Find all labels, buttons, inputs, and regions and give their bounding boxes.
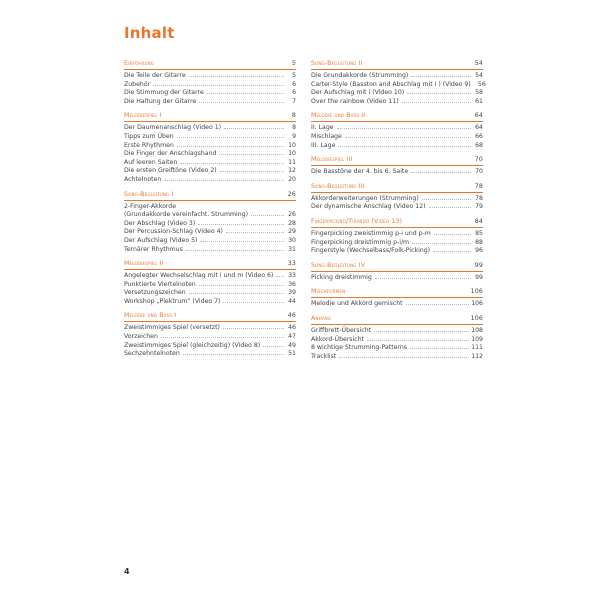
section-page-number: 8 bbox=[291, 112, 296, 120]
entry-page-number: 78 bbox=[475, 194, 483, 202]
dot-leader bbox=[406, 304, 470, 305]
entry-title: Akkorderweiterungen (Strumming) bbox=[311, 194, 419, 202]
toc-section bbox=[311, 262, 483, 283]
toc-entry[interactable] bbox=[311, 274, 483, 283]
toc-entry[interactable] bbox=[311, 195, 483, 204]
section-page-number: 26 bbox=[287, 190, 296, 198]
entry-page-number: 36 bbox=[288, 280, 296, 288]
toc-entry[interactable] bbox=[124, 167, 296, 176]
section-heading[interactable] bbox=[311, 262, 483, 272]
toc-section bbox=[311, 183, 483, 212]
section-heading[interactable] bbox=[124, 312, 296, 322]
dot-leader bbox=[374, 331, 469, 332]
section-page-number: 106 bbox=[470, 288, 483, 296]
toc-section bbox=[124, 60, 296, 106]
toc-section bbox=[311, 60, 486, 106]
toc-entry[interactable] bbox=[311, 80, 486, 90]
toc-entry[interactable] bbox=[124, 133, 296, 142]
entry-page-number: 88 bbox=[475, 238, 483, 246]
section-heading-text: Melodiespiel II bbox=[124, 260, 164, 268]
entry-title: Die ersten Greiftöne (Video 2) bbox=[124, 167, 217, 175]
section-page-number: 106 bbox=[470, 314, 483, 322]
entry-title: Der Percussion-Schlag (Video 4) bbox=[124, 228, 223, 236]
entry-title: Versetzungszeichen bbox=[124, 289, 186, 297]
entry-page-number: 49 bbox=[288, 341, 296, 349]
entry-page-number: 31 bbox=[288, 245, 296, 253]
dot-leader bbox=[263, 346, 284, 347]
entry-page-number: 33 bbox=[288, 272, 296, 280]
entry-title: Workshop „Plektrum“ (Video 7) bbox=[124, 297, 221, 305]
dot-leader bbox=[339, 357, 469, 358]
page-title: Inhalt bbox=[124, 24, 175, 42]
toc-entry[interactable] bbox=[124, 342, 296, 351]
entry-page-number: 58 bbox=[475, 89, 483, 97]
section-page-number: 70 bbox=[474, 156, 483, 164]
entry-page-number: 112 bbox=[471, 352, 483, 360]
toc-entry[interactable] bbox=[311, 89, 483, 98]
dot-leader bbox=[200, 241, 284, 242]
section-heading[interactable] bbox=[124, 112, 296, 122]
entry-title: Ternärer Rhythmus bbox=[124, 245, 183, 253]
toc-entry[interactable] bbox=[124, 159, 296, 168]
entry-title: (Grundakkorde vereinfacht, Strumming) bbox=[124, 211, 249, 219]
section-page-number: 64 bbox=[474, 112, 483, 120]
entry-page-number: 10 bbox=[288, 150, 296, 158]
toc-entry[interactable] bbox=[311, 239, 483, 248]
entry-page-number: 68 bbox=[475, 141, 483, 149]
dot-leader bbox=[251, 215, 284, 216]
entry-page-number: 111 bbox=[471, 344, 483, 352]
section-heading-text: Melodie und Bass II bbox=[311, 112, 366, 120]
section-heading-text: Mischformen bbox=[311, 288, 346, 296]
dot-leader bbox=[207, 93, 284, 94]
dot-leader bbox=[199, 285, 284, 286]
dot-leader bbox=[186, 250, 284, 251]
entry-title: Sechzehntelnoten bbox=[124, 350, 180, 358]
entry-title: 2-Finger-Akkorde bbox=[124, 202, 177, 210]
dot-leader bbox=[375, 278, 471, 279]
dot-leader bbox=[223, 328, 284, 329]
entry-title: Vorzeichen bbox=[124, 333, 158, 341]
dot-leader bbox=[338, 146, 471, 147]
page-number: 4 bbox=[124, 567, 130, 576]
entry-page-number: 54 bbox=[475, 72, 483, 79]
toc-section bbox=[311, 218, 483, 256]
toc-entry[interactable] bbox=[311, 98, 483, 107]
toc-entry[interactable] bbox=[124, 150, 296, 159]
toc-entry[interactable] bbox=[311, 353, 483, 362]
toc-entry[interactable] bbox=[124, 220, 296, 229]
toc-section bbox=[124, 112, 296, 184]
section-heading[interactable] bbox=[124, 60, 296, 70]
entry-title: Der Abschlag (Video 3) bbox=[124, 219, 196, 227]
section-heading[interactable] bbox=[124, 260, 296, 270]
entry-page-number: 106 bbox=[471, 300, 483, 308]
section-heading-text: Song-Begleitung I bbox=[124, 190, 174, 198]
toc-entry[interactable] bbox=[311, 336, 483, 345]
entry-page-number: 109 bbox=[471, 335, 483, 343]
entry-page-number: 30 bbox=[288, 236, 296, 244]
dot-leader bbox=[411, 76, 471, 77]
dot-leader bbox=[407, 93, 471, 94]
entry-title: Der Daumenanschlag (Video 1) bbox=[124, 124, 222, 132]
toc-section bbox=[311, 288, 483, 309]
entry-title: Griffbrett-Übersicht bbox=[311, 326, 372, 334]
entry-title: Carter-Style (Basston and Abschlag mit i ) (Video 9) bbox=[311, 80, 471, 88]
toc-entry[interactable] bbox=[124, 211, 296, 220]
dot-leader bbox=[367, 340, 469, 341]
entry-title: Tracklist bbox=[311, 352, 337, 360]
section-heading[interactable] bbox=[311, 183, 483, 193]
toc-section bbox=[311, 156, 483, 177]
entry-page-number: 39 bbox=[288, 289, 296, 297]
entry-title: Fingerpicking dreistimmig p-i/m bbox=[311, 238, 410, 246]
entry-page-number: 9 bbox=[292, 132, 296, 140]
entry-page-number: 8 bbox=[292, 124, 296, 132]
entry-title: Achtelnoten bbox=[124, 175, 162, 183]
entry-page-number: 28 bbox=[288, 219, 296, 227]
toc-entry[interactable] bbox=[124, 246, 296, 255]
section-heading-text: Melodie und Bass I bbox=[124, 312, 177, 320]
dot-leader bbox=[177, 137, 284, 138]
entry-title: 8 wichtige Strumming-Patterns bbox=[311, 344, 408, 352]
section-heading-text: Anhang bbox=[311, 314, 332, 322]
section-heading[interactable] bbox=[311, 218, 483, 228]
entry-title: Melodie und Akkord gemischt bbox=[311, 300, 403, 308]
toc-section bbox=[311, 112, 483, 150]
toc-entry[interactable] bbox=[124, 298, 296, 307]
section-page-number: 99 bbox=[474, 261, 483, 269]
entry-page-number: 108 bbox=[471, 326, 483, 334]
toc-entry[interactable] bbox=[124, 350, 296, 359]
toc-entry[interactable] bbox=[311, 247, 483, 256]
entry-title: Die Stimmung der Gitarre bbox=[124, 89, 204, 97]
dot-leader bbox=[189, 293, 284, 294]
section-heading[interactable] bbox=[311, 315, 483, 325]
entry-page-number: 20 bbox=[288, 175, 296, 183]
section-heading-text: Fingerpicking/Tirando (Video 13) bbox=[311, 217, 403, 225]
toc-entry[interactable] bbox=[124, 324, 296, 333]
entry-title: III. Lage bbox=[311, 141, 336, 149]
section-page-number: 54 bbox=[474, 60, 483, 67]
entry-page-number: 29 bbox=[288, 228, 296, 236]
dot-leader bbox=[412, 243, 471, 244]
toc-left-column bbox=[124, 60, 296, 365]
dot-leader bbox=[226, 232, 284, 233]
entry-page-number: 10 bbox=[288, 141, 296, 149]
entry-title: Der dynamische Anschlag (Video 12) bbox=[311, 203, 426, 211]
section-heading-text: Song-Begleitung II bbox=[311, 60, 363, 67]
toc-entry[interactable] bbox=[124, 72, 296, 81]
entry-title: Die Teile der Gitarre bbox=[124, 72, 186, 79]
toc-entry[interactable] bbox=[311, 168, 483, 177]
dot-leader bbox=[433, 251, 471, 252]
entry-page-number: 7 bbox=[292, 97, 296, 105]
section-page-number: 33 bbox=[287, 260, 296, 268]
dot-leader bbox=[199, 102, 284, 103]
section-heading[interactable] bbox=[311, 60, 483, 70]
dot-leader bbox=[276, 276, 284, 277]
section-page-number: 84 bbox=[474, 217, 483, 225]
entry-title: Zweistimmiges Spiel (versetzt) bbox=[124, 324, 220, 332]
entry-title: Zubehör bbox=[124, 80, 151, 88]
dot-leader bbox=[224, 128, 284, 129]
entry-title: Der Aufschlag mit i (Video 10) bbox=[311, 89, 405, 97]
toc-entry[interactable] bbox=[124, 228, 296, 237]
dot-leader bbox=[164, 180, 284, 181]
entry-page-number: 12 bbox=[288, 167, 296, 175]
toc-entry[interactable] bbox=[124, 142, 296, 151]
dot-leader bbox=[198, 224, 284, 225]
toc-entry[interactable] bbox=[311, 230, 483, 239]
section-heading[interactable] bbox=[311, 112, 483, 122]
dot-leader bbox=[345, 137, 471, 138]
section-heading[interactable] bbox=[124, 191, 296, 201]
dot-leader bbox=[219, 154, 284, 155]
entry-title: II. Lage bbox=[311, 124, 334, 132]
entry-page-number: 56 bbox=[477, 80, 486, 88]
section-heading-text: Einführung bbox=[124, 60, 155, 67]
entry-page-number: 96 bbox=[475, 247, 483, 255]
dot-leader bbox=[223, 302, 284, 303]
toc-section bbox=[124, 191, 296, 255]
entry-title: Die Haltung der Gitarre bbox=[124, 97, 197, 105]
entry-title: Die Finger der Anschlagshand bbox=[124, 150, 217, 158]
entry-page-number: 70 bbox=[475, 168, 483, 176]
toc-entry[interactable] bbox=[311, 72, 483, 81]
entry-title: Angelegter Wechselschlag mit i und m (Video 6) bbox=[124, 272, 274, 280]
dot-leader bbox=[161, 337, 284, 338]
entry-page-number: 61 bbox=[475, 97, 483, 105]
dot-leader bbox=[434, 234, 471, 235]
toc-entry[interactable] bbox=[311, 300, 483, 309]
section-heading-text: Song-Begleitung IV bbox=[311, 261, 366, 269]
entry-page-number: 44 bbox=[288, 297, 296, 305]
entry-page-number: 47 bbox=[288, 333, 296, 341]
entry-title: Zweistimmiges Spiel (gleichzeitig) (Video 8) bbox=[124, 341, 261, 349]
section-heading[interactable] bbox=[311, 288, 483, 298]
section-heading-text: Melodiespiel I bbox=[124, 112, 162, 120]
entry-page-number: 64 bbox=[475, 124, 483, 132]
toc-entry[interactable] bbox=[124, 281, 296, 290]
entry-page-number: 6 bbox=[292, 89, 296, 97]
section-page-number: 5 bbox=[291, 60, 296, 67]
section-heading-text: Melodiespiel III bbox=[311, 156, 353, 164]
entry-title: Fingerstyle (Wechselbass/Folk-Picking) bbox=[311, 247, 431, 255]
entry-title: Over the rainbow (Video 11) bbox=[311, 97, 399, 105]
toc-entry[interactable] bbox=[124, 289, 296, 298]
entry-page-number: 6 bbox=[292, 80, 296, 88]
toc-entry[interactable] bbox=[124, 89, 296, 98]
dot-leader bbox=[411, 172, 471, 173]
toc-entry[interactable] bbox=[124, 333, 296, 342]
toc-entry[interactable] bbox=[124, 176, 296, 185]
toc-entry[interactable] bbox=[311, 203, 483, 212]
entry-page-number: 85 bbox=[475, 229, 483, 237]
toc-entry[interactable] bbox=[311, 124, 483, 133]
toc-entry[interactable] bbox=[124, 98, 296, 107]
toc-entry[interactable] bbox=[124, 237, 296, 246]
dot-leader bbox=[177, 146, 284, 147]
entry-title: Picking dreistimmig bbox=[311, 273, 372, 281]
dot-leader bbox=[410, 348, 469, 349]
entry-title: Die Basstöne der 4. bis 6. Saite bbox=[311, 168, 409, 176]
section-heading-text: Song-Begleitung III bbox=[311, 182, 365, 190]
entry-title: Akkord-Übersicht bbox=[311, 335, 365, 343]
section-heading[interactable] bbox=[311, 156, 483, 166]
entry-page-number: 5 bbox=[292, 72, 296, 79]
entry-page-number: 66 bbox=[475, 132, 483, 140]
section-page-number: 46 bbox=[287, 312, 296, 320]
entry-title: Fingerpicking zweistimmig p-i und p-m bbox=[311, 229, 431, 237]
toc-entry[interactable] bbox=[124, 203, 296, 212]
entry-title: Punktierte Viertelnoten bbox=[124, 280, 196, 288]
toc-section bbox=[311, 315, 483, 361]
entry-page-number: 51 bbox=[288, 350, 296, 358]
entry-title: Die Grundakkorde (Strumming) bbox=[311, 72, 409, 79]
toc-entry[interactable] bbox=[124, 272, 296, 281]
toc-right-column bbox=[311, 60, 486, 367]
entry-title: Tipps zum Üben bbox=[124, 132, 174, 140]
entry-page-number: 79 bbox=[475, 203, 483, 211]
dot-leader bbox=[220, 171, 284, 172]
dot-leader bbox=[337, 128, 471, 129]
dot-leader bbox=[402, 102, 471, 103]
dot-leader bbox=[153, 85, 284, 86]
toc-section bbox=[124, 312, 296, 358]
dot-leader bbox=[422, 199, 471, 200]
toc-entry[interactable] bbox=[311, 142, 483, 151]
entry-page-number: 99 bbox=[475, 273, 483, 281]
entry-title: Mischlage bbox=[311, 132, 342, 140]
entry-page-number: 26 bbox=[288, 211, 296, 219]
dot-leader bbox=[189, 76, 284, 77]
entry-page-number: 11 bbox=[288, 158, 296, 166]
toc-entry[interactable] bbox=[311, 344, 483, 353]
entry-page-number: 46 bbox=[288, 324, 296, 332]
toc-entry[interactable] bbox=[311, 133, 483, 142]
toc-entry[interactable] bbox=[124, 81, 296, 90]
entry-title: Auf leeren Saiten bbox=[124, 158, 178, 166]
entry-title: Der Aufschlag (Video 5) bbox=[124, 236, 198, 244]
dot-leader bbox=[183, 354, 284, 355]
toc-entry[interactable] bbox=[124, 124, 296, 133]
toc-section bbox=[124, 260, 296, 306]
toc-entry[interactable] bbox=[311, 327, 483, 336]
section-page-number: 78 bbox=[474, 182, 483, 190]
entry-title: Erste Rhythmen bbox=[124, 141, 174, 149]
dot-leader bbox=[429, 207, 471, 208]
dot-leader bbox=[180, 163, 284, 164]
